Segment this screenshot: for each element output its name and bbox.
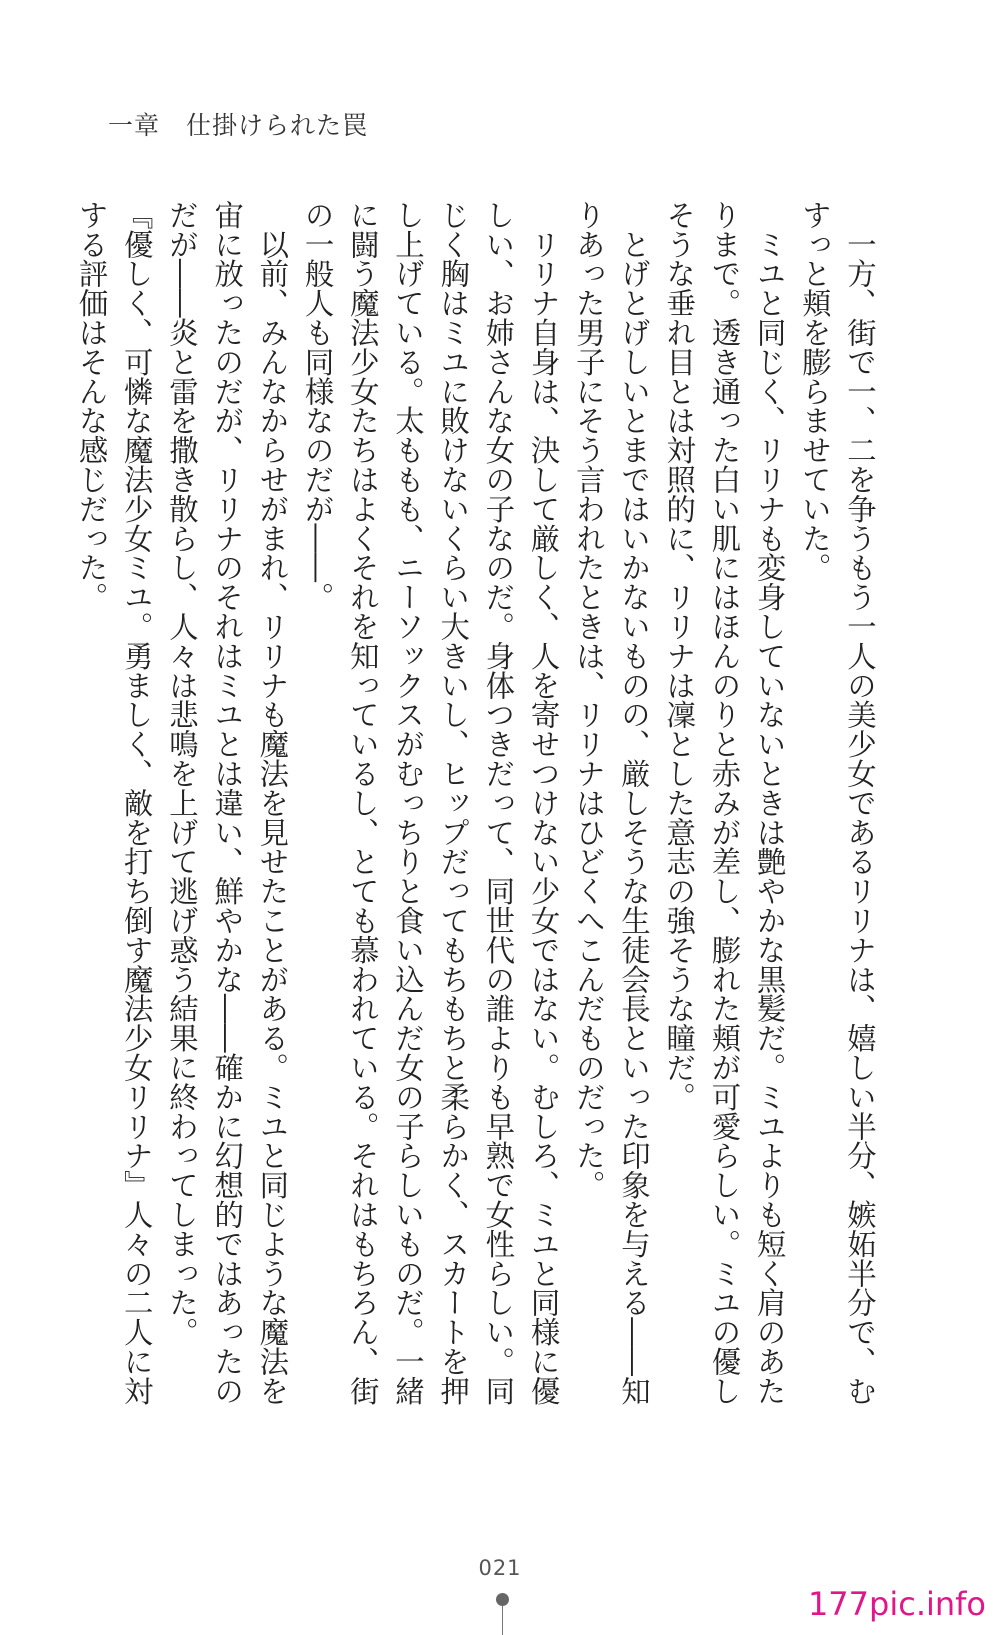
- paragraph: 一方、街で一、二を争うもう一人の美少女であるリリナは、嬉しい半分、嫉妬半分で、むすっと頬を膨らませていた。: [797, 200, 877, 1406]
- chapter-header: 一章 仕掛けられた罠: [108, 111, 369, 140]
- watermark: 177pic.info: [807, 1585, 986, 1623]
- paragraph: とげとげしいとまではいかないものの、厳しそうな生徒会長といった印象を与える――知りあった男子にそう言われたときは、リリナはひどくへこんだものだった。: [571, 200, 651, 1406]
- body-text: [74, 200, 882, 1415]
- page-marker-line: [502, 1606, 503, 1635]
- paragraph: 『優しく、可憐な魔法少女ミユ。勇ましく、敵を打ち倒す魔法少女リリナ』人々の二人に対する評価はそんな感じだった。: [74, 200, 154, 1406]
- page-number: 021: [478, 1556, 522, 1580]
- page-marker-dot-icon: [496, 1593, 509, 1606]
- paragraph: リリナ自身は、決して厳しく、人を寄せつけない少女ではない。むしろ、ミユと同様に優しい、お姉さんな女の子なのだ。身体つきだって、同世代の誰よりも早熟で女性らしい。同じく胸はミユに敗けないくらい大きいし、ヒップだってもちもちと柔らかく、スカートを押し上げている。太ももも、ニーソックスがむっちりと食い込んだ女の子らしいものだ。一緒に闘う魔法少女たちはよくそれを知っているし、とても慕われている。それはもちろん、街の一般人も同様なのだが――。: [300, 200, 561, 1406]
- paragraph: 以前、みんなからせがまれ、リリナも魔法を見せたことがある。ミユと同じような魔法を宙に放ったのだが、リリナのそれはミユとは違い、鮮やかな――確かに幻想的ではあったのだが――炎と雷を撒き散らし、人々は悲鳴を上げて逃げ惑う結果に終わってしまった。: [164, 200, 290, 1406]
- paragraph: ミユと同じく、リリナも変身していないときは艶やかな黒髪だ。ミユよりも短く肩のあたりまで。透き通った白い肌にはほんのりと赤みが差し、膨れた頬が可愛らしい。ミユの優しそうな垂れ目とは対照的に、リリナは凜とした意志の強そうな瞳だ。: [662, 200, 787, 1406]
